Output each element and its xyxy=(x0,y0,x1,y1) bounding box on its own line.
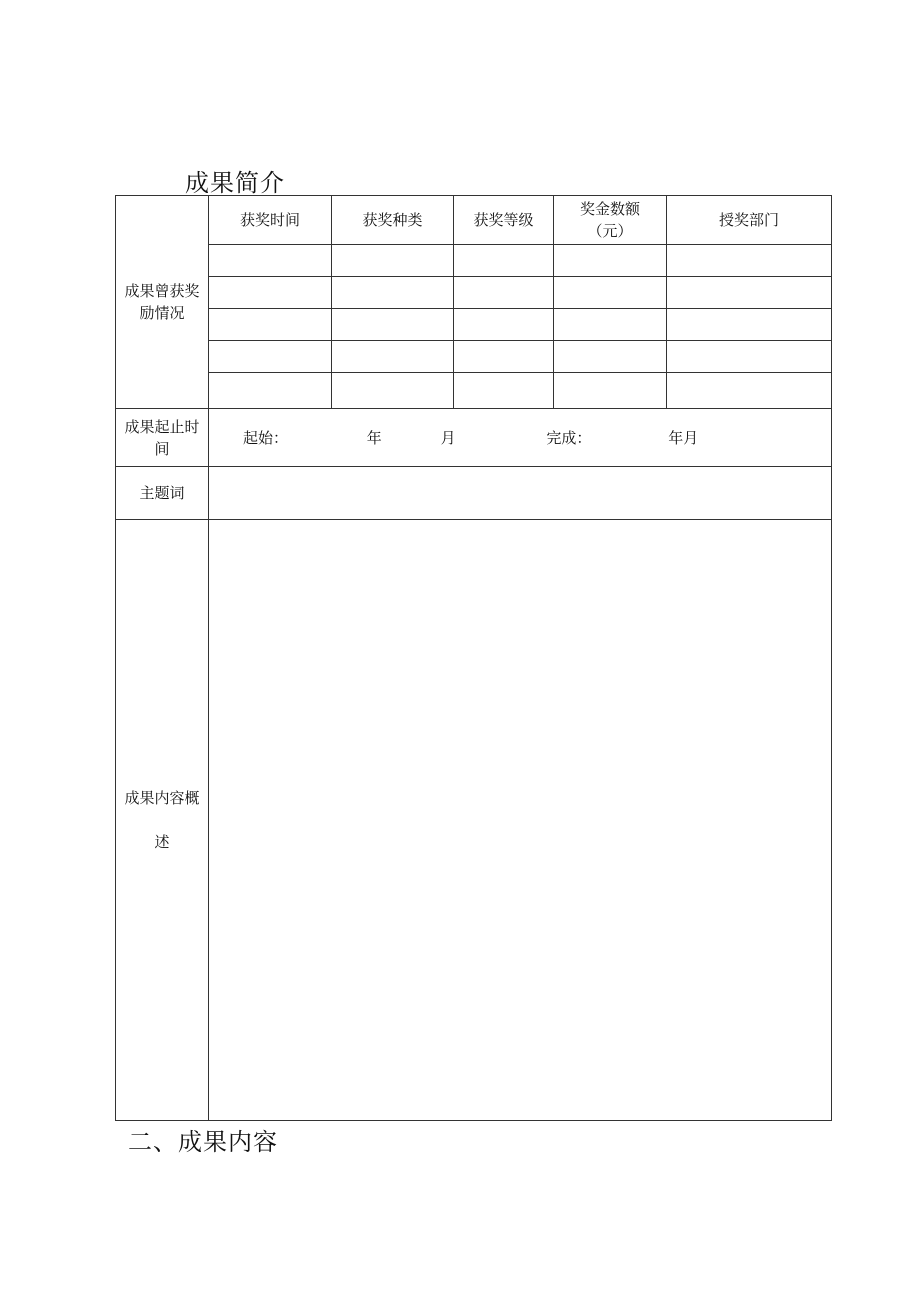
award-cell[interactable] xyxy=(332,309,454,341)
col-award-time: 获奖时间 xyxy=(209,196,332,245)
award-row xyxy=(116,277,832,309)
period-label: 成果起止时 间 xyxy=(116,409,209,467)
end-year-month: 年月 xyxy=(668,428,699,447)
start-year: 年 xyxy=(366,428,382,447)
col-award-dept: 授奖部门 xyxy=(667,196,832,245)
award-cell[interactable] xyxy=(454,245,554,277)
award-cell[interactable] xyxy=(332,245,454,277)
summary-field[interactable] xyxy=(209,520,832,1121)
section-two-heading: 二、成果内容 xyxy=(128,1128,278,1156)
start-label: 起始： xyxy=(243,428,289,447)
award-row xyxy=(116,341,832,373)
award-cell[interactable] xyxy=(332,341,454,373)
keywords-label: 主题词 xyxy=(116,467,209,520)
award-cell[interactable] xyxy=(454,373,554,409)
award-cell[interactable] xyxy=(209,245,332,277)
form-title: 成果简介 xyxy=(185,169,285,197)
award-cell[interactable] xyxy=(332,373,454,409)
award-cell[interactable] xyxy=(554,309,667,341)
award-cell[interactable] xyxy=(454,341,554,373)
summary-label: 成果内容概 述 xyxy=(116,520,209,1121)
award-cell[interactable] xyxy=(454,309,554,341)
award-cell[interactable] xyxy=(667,309,832,341)
award-cell[interactable] xyxy=(454,277,554,309)
col-award-amount: 奖金数额 （元） xyxy=(554,196,667,245)
award-cell[interactable] xyxy=(667,277,832,309)
award-cell[interactable] xyxy=(209,373,332,409)
achievement-form xyxy=(115,195,832,1121)
award-cell[interactable] xyxy=(332,277,454,309)
award-row xyxy=(116,373,832,409)
award-cell[interactable] xyxy=(209,341,332,373)
award-cell[interactable] xyxy=(554,341,667,373)
award-row xyxy=(116,245,832,277)
col-award-level: 获奖等级 xyxy=(454,196,554,245)
col-award-type: 获奖种类 xyxy=(332,196,454,245)
award-cell[interactable] xyxy=(667,245,832,277)
award-cell[interactable] xyxy=(554,245,667,277)
start-month: 月 xyxy=(440,428,456,447)
keywords-field[interactable] xyxy=(209,467,832,520)
award-cell[interactable] xyxy=(554,373,667,409)
award-cell[interactable] xyxy=(667,341,832,373)
award-cell[interactable] xyxy=(554,277,667,309)
period-field[interactable] xyxy=(209,409,832,467)
award-cell[interactable] xyxy=(209,309,332,341)
award-cell[interactable] xyxy=(209,277,332,309)
award-cell[interactable] xyxy=(667,373,832,409)
award-row xyxy=(116,309,832,341)
awards-label: 成果曾获奖 励情况 xyxy=(116,196,209,409)
end-label: 完成： xyxy=(546,428,592,447)
